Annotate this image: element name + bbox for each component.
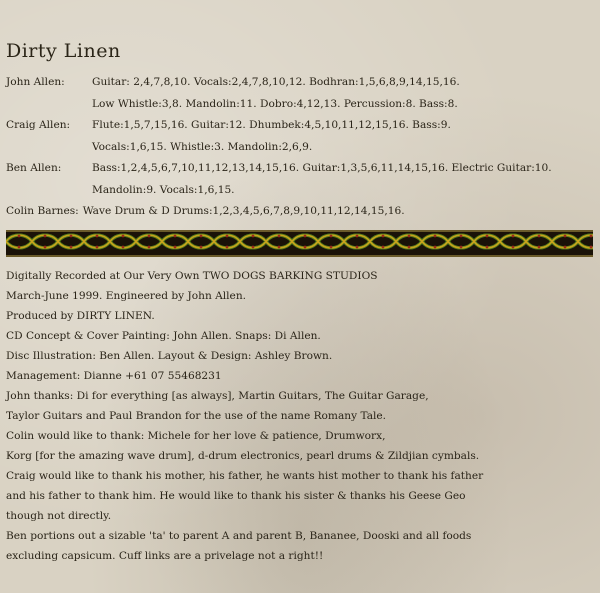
credit-name: Ben Allen: — [6, 162, 62, 174]
note-line: Digitally Recorded at Our Very Own TWO DOGS BARKING STUDIOS — [6, 270, 378, 282]
credit-name: John Allen: — [6, 76, 65, 88]
note-line: Management: Dianne +61 07 55468231 — [6, 370, 222, 382]
credit-colin — [6, 201, 596, 222]
band-title: Dirty Linen — [6, 40, 121, 62]
credit-craig — [6, 115, 596, 158]
note-line: Ben portions out a sizable 'ta' to parent A and parent B, Bananee, Dooski and all foods — [6, 530, 472, 542]
note-line: March-June 1999. Engineered by John Allen. — [6, 290, 247, 302]
note-line: Korg [for the amazing wave drum], d-drum electronics, pearl drums & Zildjian cymbals. — [6, 450, 480, 462]
note-line: CD Concept & Cover Painting: John Allen. Snaps: Di Allen. — [6, 330, 321, 342]
note-line: excluding capsicum. Cuff links are a privelage not a right!! — [6, 550, 324, 562]
note-line: Taylor Guitars and Paul Brandon for the use of the name Romany Tale. — [6, 410, 387, 422]
credit-line: Flute:1,5,7,15,16. Guitar:12. Dhumbek:4,5,10,11,12,15,16. Bass:9. — [92, 119, 451, 131]
note-line: though not directly. — [6, 510, 112, 522]
credit-line: Wave Drum & D Drums:1,2,3,4,5,6,7,8,9,10,11,12,14,15,16. — [82, 205, 405, 217]
production-notes — [6, 266, 596, 566]
credit-line: Bass:1,2,4,5,6,7,10,11,12,13,14,15,16. Guitar:1,3,5,6,11,14,15,16. Electric Guitar:10. — [92, 162, 552, 174]
credit-name: Craig Allen: — [6, 119, 71, 131]
credit-line: Vocals:1,6,15. Whistle:3. Mandolin:2,6,9. — [92, 140, 313, 153]
note-line: Colin would like to thank: Michele for her love & patience, Drumworx, — [6, 430, 386, 442]
credit-line: Mandolin:9. Vocals:1,6,15. — [92, 183, 235, 196]
note-line: Craig would like to thank his mother, his father, he wants hist mother to thank his father — [6, 470, 484, 482]
note-line: John thanks: Di for everything [as always], Martin Guitars, The Guitar Garage, — [6, 390, 429, 402]
celtic-knot-divider — [6, 230, 593, 257]
note-line: Produced by DIRTY LINEN. — [6, 310, 155, 322]
celtic-knot-icon — [6, 232, 593, 251]
musician-credits — [6, 72, 596, 222]
credit-ben — [6, 158, 596, 201]
credit-line: Guitar: 2,4,7,8,10. Vocals:2,4,7,8,10,12. Bodhran:1,5,6,8,9,14,15,16. — [92, 76, 460, 88]
credit-line: Low Whistle:3,8. Mandolin:11. Dobro:4,12,13. Percussion:8. Bass:8. — [92, 97, 458, 110]
credit-john — [6, 72, 596, 115]
credit-name: Colin Barnes: — [6, 205, 79, 217]
note-line: Disc Illustration: Ben Allen. Layout & Design: Ashley Brown. — [6, 350, 333, 362]
note-line: and his father to thank him. He would like to thank his sister & thanks his Geese Geo — [6, 490, 466, 502]
